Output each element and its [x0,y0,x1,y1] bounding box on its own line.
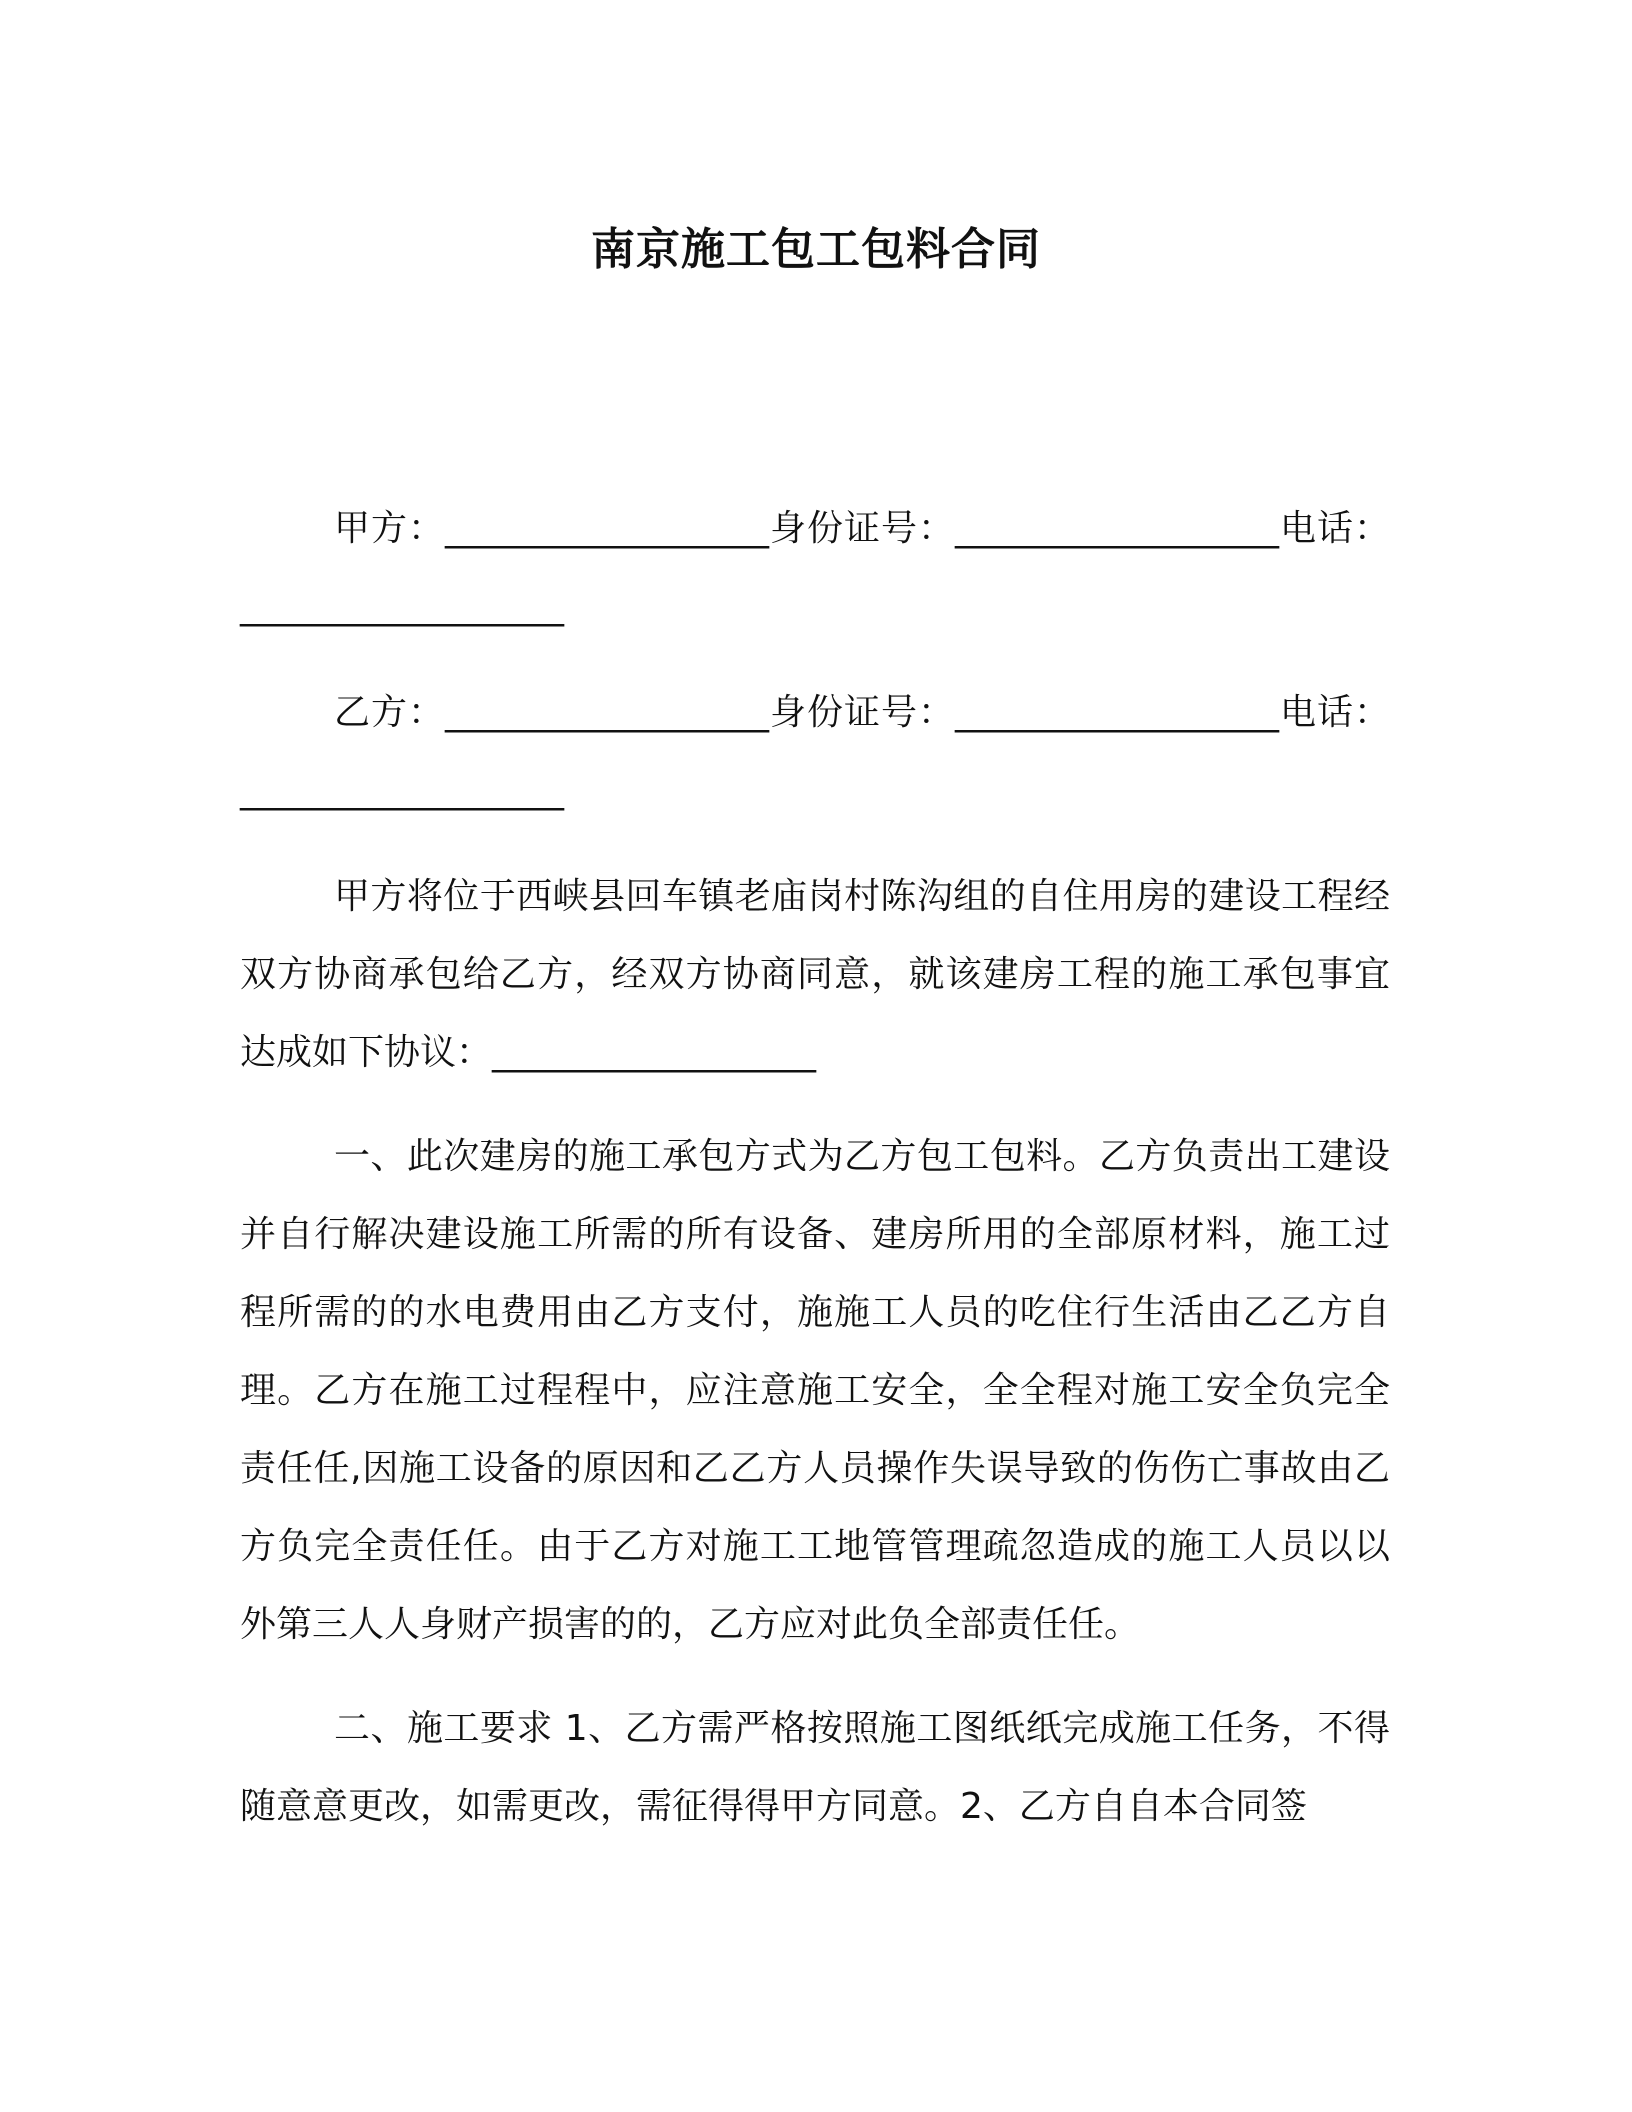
document-title: 南京施工包工包料合同 [591,224,1041,275]
clause-2-paragraph: 二、施工要求 1、乙方需严格按照施工图纸纸完成施工任务，不得随意意更改，如需更改，需征得得甲方同意。2、乙方自自本合同签 [240,1708,1390,1827]
intro-paragraph: 甲方将位于西峡县回车镇老庙岗村陈沟组的自住用房的建设工程经双方协商承包给乙方，经双方协商同意，就该建房工程的施工承包事宜达成如下协议：__________________ [240,876,1390,1073]
party-b-line: 乙方：__________________身份证号：__________________电话：__________________ [240,692,1390,811]
document-body [240,490,1390,1872]
party-a-line: 甲方：__________________身份证号：__________________电话：__________________ [240,508,1390,627]
clause-1-paragraph: 一、此次建房的施工承包方式为乙方包工包料。乙方负责出工建设并自行解决建设施工所需的所有设备、建房所用的全部原材料，施工过程所需的的水电费用由乙方支付，施施工人员的吃住行生活由乙乙方自理。乙方在施工过程程中，应注意施工安全，全全程对施工安全负完全责任任,因施工设备的原因和乙乙方人员操作失误导致的伤伤亡事故由乙方负完全责任任。由于乙方对施工工地管管理疏忽造成的施工人员以以外第三人人身财产损害的的，乙方应对此负全部责任任。 [240,1136,1390,1645]
